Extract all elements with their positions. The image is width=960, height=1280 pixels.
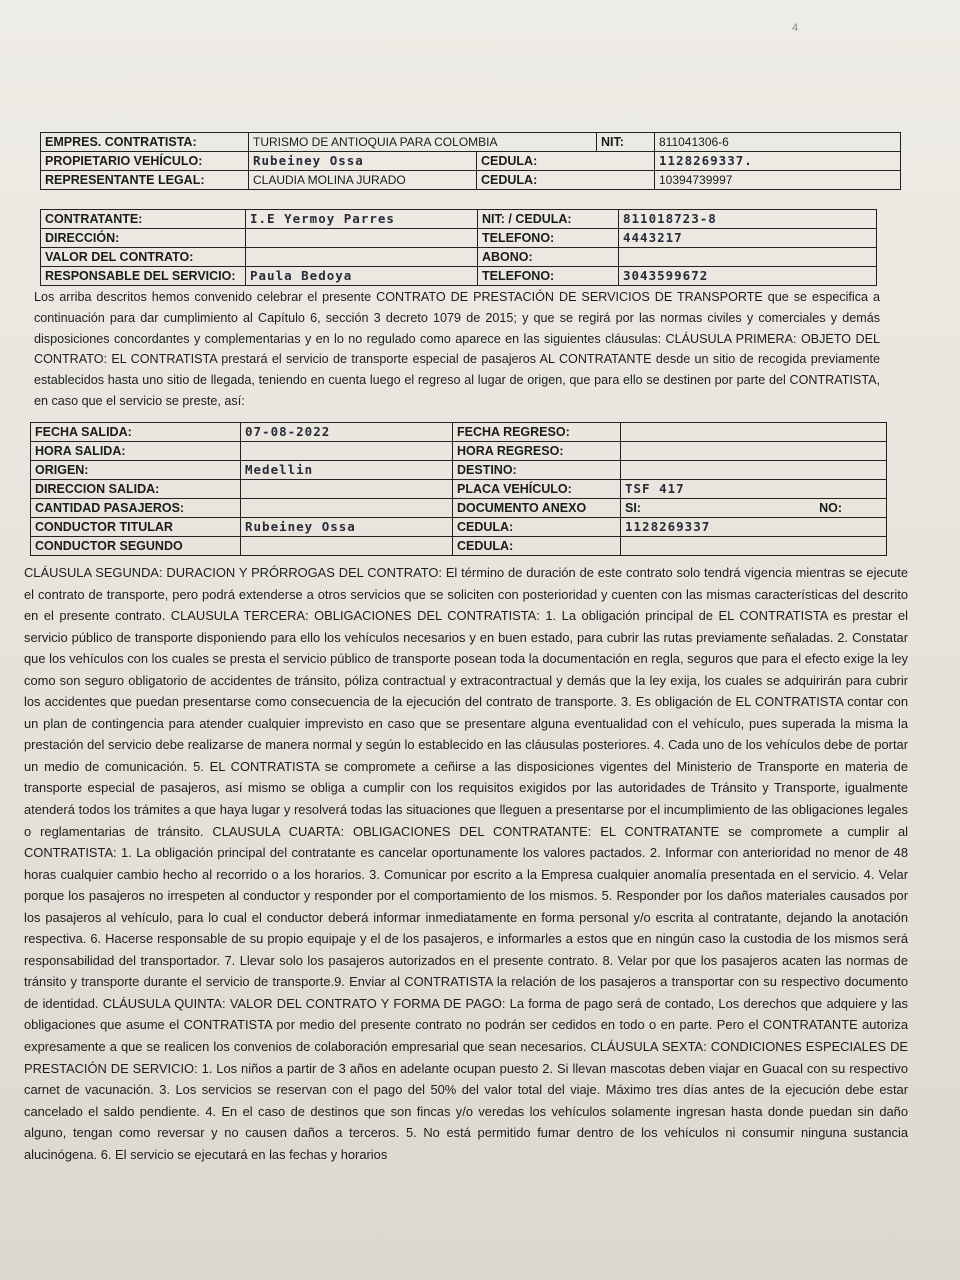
fecha-salida-value: 07-08-2022 <box>241 423 453 442</box>
direccion-value <box>246 229 478 248</box>
cedula-label: CEDULA: <box>477 152 655 171</box>
direccion-label: DIRECCIÓN: <box>41 229 246 248</box>
contract-table <box>40 209 877 286</box>
fecha-regreso-value <box>621 423 887 442</box>
si-label: SI: <box>625 501 641 515</box>
cantidad-pasajeros-value <box>241 499 453 518</box>
representante-label: REPRESENTANTE LEGAL: <box>41 171 249 190</box>
destino-label: DESTINO: <box>453 461 621 480</box>
abono-label: ABONO: <box>478 248 619 267</box>
conductor-titular-value: Rubeiney Ossa <box>241 518 453 537</box>
telefono-value: 4443217 <box>619 229 877 248</box>
nit-label: NIT: <box>597 133 655 152</box>
contratante-label: CONTRATANTE: <box>41 210 246 229</box>
representante-value: CLAUDIA MOLINA JURADO <box>249 171 477 190</box>
conductor2-cedula-label: CEDULA: <box>453 537 621 556</box>
conductor-cedula-value: 1128269337 <box>621 518 887 537</box>
valor-value <box>246 248 478 267</box>
conductor-cedula-label: CEDULA: <box>453 518 621 537</box>
cedula-value: 1128269337. <box>655 152 901 171</box>
no-label: NO: <box>819 501 842 515</box>
si-no-cell <box>621 499 887 518</box>
empresa-value: TURISMO DE ANTIOQUIA PARA COLOMBIA <box>249 133 597 152</box>
documento-anexo-label: DOCUMENTO ANEXO <box>453 499 621 518</box>
cantidad-pasajeros-label: CANTIDAD PASAJEROS: <box>31 499 241 518</box>
telefono2-value: 3043599672 <box>619 267 877 286</box>
telefono2-label: TELEFONO: <box>478 267 619 286</box>
cedula2-value: 10394739997 <box>655 171 901 190</box>
conductor-segundo-value <box>241 537 453 556</box>
valor-label: VALOR DEL CONTRATO: <box>41 248 246 267</box>
hora-salida-value <box>241 442 453 461</box>
direccion-salida-value <box>241 480 453 499</box>
company-table <box>40 132 901 190</box>
conductor-titular-label: CONDUCTOR TITULAR <box>31 518 241 537</box>
hora-regreso-label: HORA REGRESO: <box>453 442 621 461</box>
direccion-salida-label: DIRECCION SALIDA: <box>31 480 241 499</box>
placa-label: PLACA VEHÍCULO: <box>453 480 621 499</box>
responsable-label: RESPONSABLE DEL SERVICIO: <box>41 267 246 286</box>
nit-value: 811041306-6 <box>655 133 901 152</box>
fecha-regreso-label: FECHA REGRESO: <box>453 423 621 442</box>
empresa-label: EMPRES. CONTRATISTA: <box>41 133 249 152</box>
origen-label: ORIGEN: <box>31 461 241 480</box>
cedula2-label: CEDULA: <box>477 171 655 190</box>
contratante-value: I.E Yermoy Parres <box>246 210 478 229</box>
trip-table <box>30 422 887 556</box>
origen-value: Medellin <box>241 461 453 480</box>
nit-cedula-label: NIT: / CEDULA: <box>478 210 619 229</box>
conductor2-cedula-value <box>621 537 887 556</box>
page-number: 4 <box>792 22 799 34</box>
destino-value <box>621 461 887 480</box>
telefono-label: TELEFONO: <box>478 229 619 248</box>
abono-value <box>619 248 877 267</box>
hora-regreso-value <box>621 442 887 461</box>
fecha-salida-label: FECHA SALIDA: <box>31 423 241 442</box>
clauses-paragraph: CLÁUSULA SEGUNDA: DURACION Y PRÓRROGAS DEL CONTRATO: El término de duración de este contrato solo tendrá vigencia mientras se ejecute el contrato de transporte, pero podrá extenderse a otros servicios que se soliciten con posterioridad y cuenten con las mismas características del descrito en el presente contrato. CLAUSULA TERCERA: OBLIGACIONES DEL CONTRATISTA: 1. La obligación principal de EL CONTRATISTA es prestar el servicio público de transporte disponiendo para ello los vehículos necesarios y en buen estado, para cubrir las rutas previamente señaladas. 2. Constatar que los vehículos con los cuales se presta el servicio público de transporte posean toda la documentación en regla, seguros que para el efecto exige la ley como son seguro obligatorio de accidentes de tránsito, póliza contractual y extracontractual y demás que la ley exija, los cuales se adquirirán para cubrir los accidentes que puedan presentarse como consecuencia de la ejecución del contrato de transporte. 3. Es obligación de EL CONTRATISTA contar con un plan de contingencia para atender cualquier imprevisto en caso que se presentare alguna eventualidad con el vehículo, pues superada la misma la prestación del servicio debe realizarse de manera normal y según lo establecido en las cláusulas posteriores. 4. Cada uno de los vehículos debe de portar un medio de comunicación. 5. EL CONTRATISTA se compromete a ceñirse a las disposiciones vigentes del Ministerio de Transporte en materia de transporte especial de pasajeros, así mismo se obliga a cumplir con los requisitos exigidos por las autoridades de Tránsito y Transporte, igualmente atenderá todos los trámites a que haya lugar y resolverá todas las situaciones que lleguen a presentarse por el incumplimiento de las obligaciones legales o reglamentarias de tránsito. CLAUSULA CUARTA: OBLIGACIONES DEL CONTRATANTE: EL CONTRATANTE se compromete a cumplir al CONTRATISTA: 1. La obligación principal del contratante es cancelar oportunamente los valores pactados. 2. Informar con anterioridad no menor de 48 horas cualquier cambio hecho al recorrido o a los horarios. 3. Comunicar por escrito a la Empresa cualquier anomalía presentada en el servicio. 4. Velar porque los pasajeros no irrespeten al conductor y responder por el comportamiento de los mismos. 5. Responder por los daños materiales causados por los pasajeros al vehículo, para lo cual el conductor deberá informar inmediatamente en forma personal y/o escrita al contratante, dejando la anotación respectiva. 6. Hacerse responsable de su propio equipaje y el de los pasajeros, e informarles a estos que en ningún caso la custodia de los mismos será responsabilidad del transportador. 7. Llevar solo los pasajeros autorizados en el presente contrato. 8. Velar por que los pasajeros acaten las normas de tránsito y transporte durante el servicio de transporte.9. Enviar al CONTRATISTA la relación de los pasajeros a transportar con su respectivo documento de identidad. CLÁUSULA QUINTA: VALOR DEL CONTRATO Y FORMA DE PAGO: La forma de pago será de contado, Los derechos que adquiere y las obligaciones que asume el CONTRATISTA por medio del presente contrato no podrán ser cedidos en todo o en parte. Pero el CONTRATANTE autoriza expresamente a que se realicen los convenios de colaboración empresarial que sean necesarios. CLÁUSULA SEXTA: CONDICIONES ESPECIALES DE PRESTACIÓN DE SERVICIO: 1. Los niños a partir de 3 años en adelante ocupan puesto 2. Si llevan mascotas deben viajar en Guacal con su respectivo carnet de vacunación. 3. Los servicios se reservan con el pago del 50% del valor total del viaje. Máximo tres días antes de la ejecución debe estar cancelado el saldo pendiente. 4. En el caso de destinos que son fincas y/o veredas los vehículos solamente ingresan hasta donde puedan sin daño alguno, tengan como reversar y no causen daños a terceros. 5. No está permitido fumar dentro de los vehículos ni consumir ninguna sustancia alucinógena. 6. El servicio se ejecutará en las fechas y horarios <box>24 565 908 1162</box>
propietario-label: PROPIETARIO VEHÍCULO: <box>41 152 249 171</box>
intro-paragraph: Los arriba descritos hemos convenido celebrar el presente CONTRATO DE PRESTACIÓN DE SERVICIOS DE TRANSPORTE que se especifica a continuación para dar cumplimiento al Capítulo 6, sección 3 decreto 1079 de 2015; y que se regirá por las normas civiles y comerciales y demás disposiciones concordantes y complementarias y en lo no regulado como aparece en las siguientes cláusulas: CLÁUSULA PRIMERA: OBJETO DEL CONTRATO: EL CONTRATISTA prestará el servicio de transporte especial de pasajeros AL CONTRATANTE desde un sitio de recogida previamente establecidos hasta uno sitio de llegada, teniendo en cuenta luego el regreso al lugar de origen, que para ello se destinen por parte del CONTRATISTA, en caso que el servicio se preste, así: <box>34 290 880 408</box>
nit-cedula-value: 811018723-8 <box>619 210 877 229</box>
conductor-segundo-label: CONDUCTOR SEGUNDO <box>31 537 241 556</box>
hora-salida-label: HORA SALIDA: <box>31 442 241 461</box>
placa-value: TSF 417 <box>621 480 887 499</box>
propietario-value: Rubeiney Ossa <box>249 152 477 171</box>
responsable-value: Paula Bedoya <box>246 267 478 286</box>
